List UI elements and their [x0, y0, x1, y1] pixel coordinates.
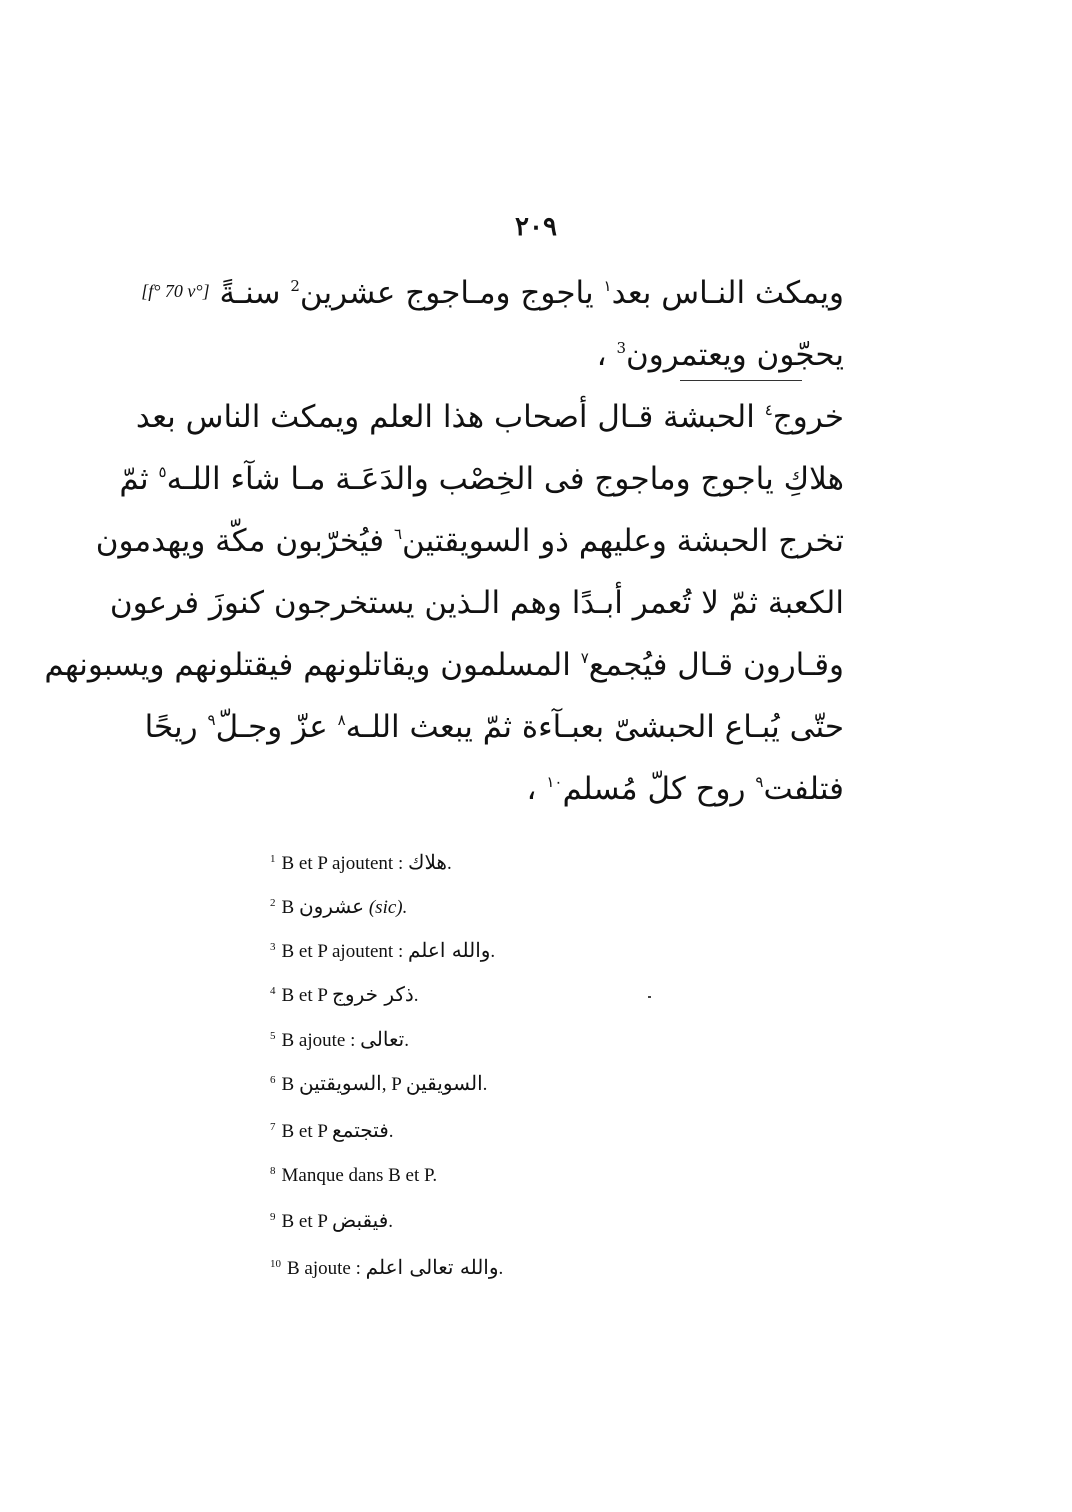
text-line-6 [109, 585, 844, 621]
text-segment: ، [526, 771, 537, 807]
footnote-number: 1 [270, 853, 276, 865]
footnote-arabic: فيقبض [332, 1208, 389, 1232]
text-segment: ياجوج ومـاجوج عشرين [299, 275, 594, 311]
text-line-9 [244, 771, 844, 807]
footnote-number: 4 [270, 985, 276, 997]
footnote-4 [270, 984, 419, 1005]
text-segment: الكعبة ثمّ لا تُعمر أبـدًا وهم الـذين يستخرجون كنوزَ فرعون [109, 585, 844, 621]
footnote-text: , P [381, 1074, 402, 1095]
section-rule [680, 380, 802, 381]
footnote-text: B et P [281, 1121, 328, 1142]
footnote-ref-5: ٥ [158, 463, 167, 481]
footnote-punct: . [498, 1258, 504, 1279]
footnote-8 [270, 1166, 437, 1185]
footnote-arabic: ذكر خروج [332, 982, 414, 1006]
footnote-punct: . [482, 1074, 488, 1095]
footnote-number: 9 [270, 1211, 276, 1223]
text-line-3 [135, 399, 844, 435]
text-segment: ويمكث النـاس بعد [611, 275, 844, 311]
footnote-1 [270, 852, 452, 873]
footnote-text: B et P ajoutent : [281, 941, 404, 962]
stray-dot [648, 996, 651, 998]
footnote-text: B et P [281, 1211, 328, 1232]
text-segment: ، [596, 337, 607, 373]
footnote-text: B et P [281, 985, 328, 1006]
footnote-number: 10 [270, 1258, 281, 1270]
text-segment: روح كلّ مُسلم [562, 771, 746, 807]
text-segment: سنـةً [219, 275, 281, 311]
text-line-7 [44, 647, 844, 683]
text-segment: حتّى يُبـاع الحبشىّ بعبـآءة ثمّ يبعث اللـه [345, 709, 844, 745]
text-segment: هلاكِ ياجوج وماجوج فى الخِصْب والدَعَـة مـا شآء اللـه [166, 461, 844, 497]
footnote-number: 5 [270, 1030, 276, 1042]
footnote-ref-1: ١ [603, 277, 612, 295]
text-segment: خروج [772, 399, 844, 435]
footnote-ref-6: ٦ [393, 525, 402, 543]
footnote-arabic: هلاك [407, 850, 447, 874]
footnote-10 [270, 1257, 503, 1278]
footnote-ref-9b: ٩ [755, 773, 764, 791]
footnote-arabic: والله اعلم [407, 938, 491, 962]
folio-reference: [f° 70 v°] [141, 281, 210, 301]
text-segment: الحبشة قـال أصحاب هذا العلم ويمكث الناس بعد [135, 399, 755, 435]
footnote-3 [270, 940, 495, 961]
footnote-punct: . [388, 1121, 394, 1142]
footnote-ref-2: 2 [290, 277, 300, 295]
footnote-6 [270, 1073, 487, 1094]
footnote-punct: . [413, 985, 419, 1006]
footnote-ref-9: ٩ [207, 711, 216, 729]
text-segment: المسلمون ويقاتلونهم فيقتلونهم ويسبونهم [44, 647, 571, 683]
footnote-arabic: فتجتمع [332, 1118, 389, 1142]
text-segment: ثمّ [119, 461, 149, 497]
footnote-number: 8 [270, 1165, 276, 1177]
page-number: ٢٠٩ [515, 212, 557, 242]
text-segment: عزّ وجـلّ [215, 709, 328, 745]
footnote-ref-4: ٤ [764, 401, 773, 419]
footnote-arabic: عشرون [298, 894, 365, 918]
text-segment: وقـارون قـال فيُجمع [588, 647, 844, 683]
footnote-arabic: السويقتين [298, 1071, 382, 1095]
text-line-2 [244, 337, 844, 373]
footnote-text: B ajoute : [281, 1030, 356, 1051]
footnote-ref-10: ١٠ [546, 773, 563, 791]
footnote-number: 3 [270, 941, 276, 953]
footnote-arabic: تعالى [360, 1027, 405, 1051]
footnote-2 [270, 896, 407, 917]
footnote-text: B ajoute : [287, 1258, 361, 1279]
footnote-number: 2 [270, 897, 276, 909]
text-line-4 [119, 461, 844, 497]
footnote-ref-3: 3 [616, 339, 627, 357]
text-segment: فيُخرّبون مكّة ويهدمون [95, 523, 385, 559]
footnote-arabic: السويقين [405, 1071, 483, 1095]
footnote-arabic: والله تعالى اعلم [365, 1255, 499, 1279]
text-line-8 [144, 709, 844, 745]
footnote-text: B [281, 1074, 295, 1095]
footnote-text: Manque dans B et P. [281, 1165, 438, 1186]
footnote-punct: . [446, 853, 452, 874]
text-segment: ريحًا [144, 709, 198, 745]
footnote-9 [270, 1210, 393, 1231]
footnote-ref-8: ٨ [337, 711, 346, 729]
footnote-ref-7: ٧ [580, 649, 589, 667]
text-segment: فتلفت [763, 771, 844, 807]
footnote-5 [270, 1029, 409, 1050]
footnote-number: 6 [270, 1074, 276, 1086]
footnote-7 [270, 1120, 394, 1141]
footnote-text: B et P ajoutent : [281, 853, 404, 874]
footnote-number: 7 [270, 1121, 276, 1133]
footnote-text: B [281, 897, 295, 918]
text-line-1 [141, 275, 844, 311]
text-segment: تخرج الحبشة وعليهم ذو السويقتين [402, 523, 844, 559]
footnote-punct: . [388, 1211, 393, 1232]
text-segment: يحجّون ويعتمرون [626, 337, 844, 373]
footnote-punct: . [490, 941, 496, 962]
text-line-5 [95, 523, 844, 559]
footnote-punct: (sic). [368, 897, 408, 918]
footnote-punct: . [404, 1030, 409, 1051]
